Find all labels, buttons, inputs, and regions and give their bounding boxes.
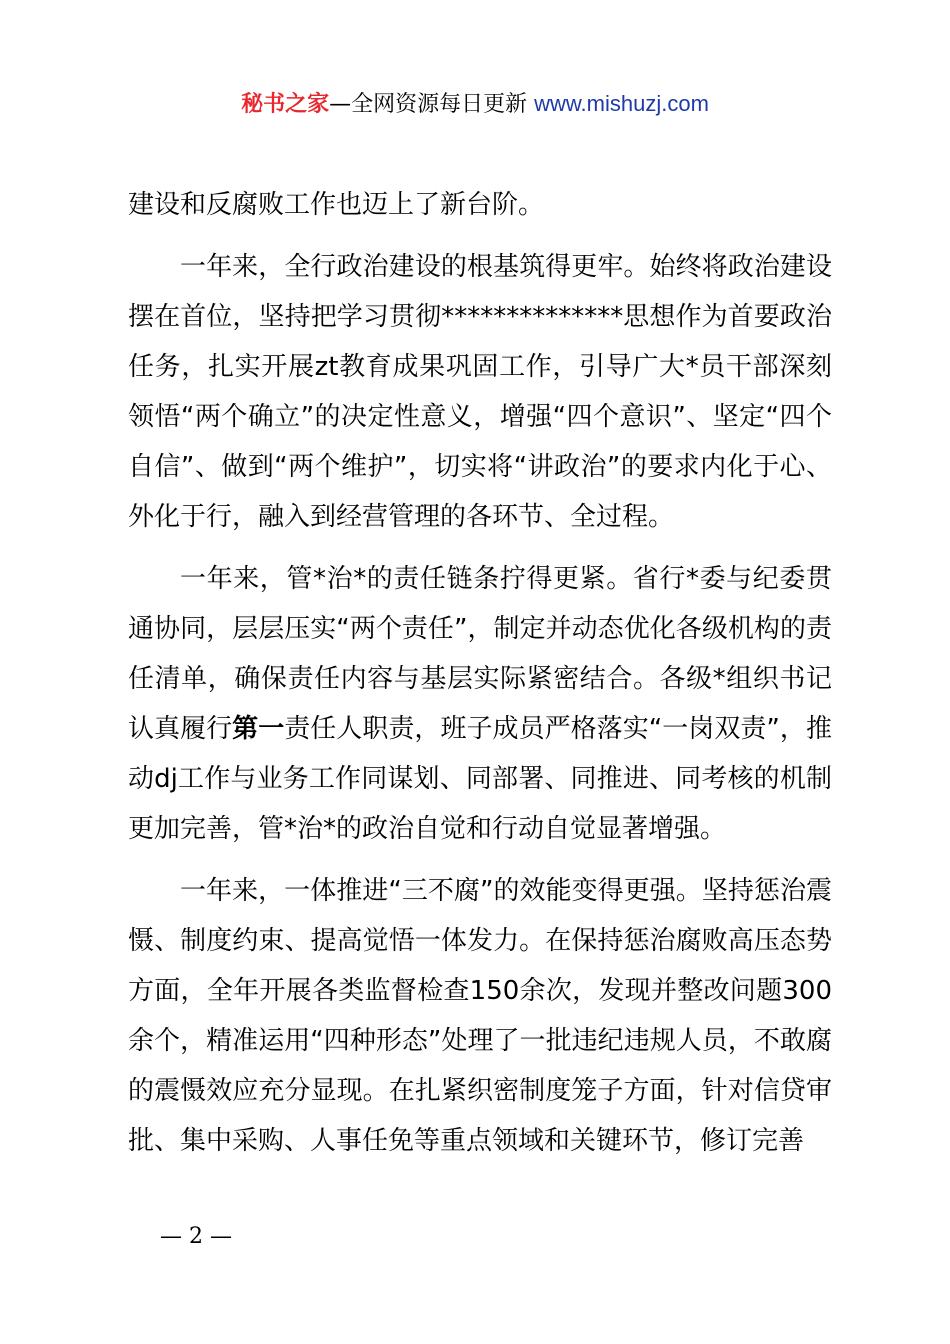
paragraph-continuation: 建设和反腐败工作也迈上了新台阶。 <box>128 190 545 220</box>
page-header <box>0 88 950 121</box>
document-body <box>128 180 832 1166</box>
header-tagline: —全网资源每日更新 <box>329 92 535 117</box>
paragraph-text-after: 责任人职责，班子成员严格落实“一岗双责”，推动dj工作与业务工作同谋划、同部署、同推进、同考核的机制更加完善，管*治*的政治自觉和行动自觉显著增强。 <box>128 714 832 844</box>
page-number: — 2 — <box>160 1224 232 1249</box>
paragraph-text-before: 一年来，管*治*的责任链条拧得更紧。省行*委与纪委贯通协同，层层压实“两个责任”，制定并动态优化各级机构的责任清单，确保责任内容与基层实际紧密结合。各级*组织书记认真履行 <box>128 564 832 744</box>
brand-name: 秘书之家 <box>241 92 330 117</box>
paragraph-responsibility-chain <box>128 554 832 854</box>
paragraph-three-no-corruption: 一年来，一体推进“三不腐”的效能变得更强。坚持惩治震慑、制度约束、提高觉悟一体发力。在保持惩治腐败高压态势方面，全年开展各类监督检查150余次，发现并整改问题300余个，精准运用“四种形态”处理了一批违纪违规人员，不敢腐的震慑效应充分显现。在扎紧织密制度笼子方面，针对信贷审批、集中采购、人事任免等重点领域和关键环节，修订完善 <box>128 876 832 1156</box>
paragraph-bold-text: 第一 <box>232 714 285 744</box>
paragraph-political-building: 一年来，全行政治建设的根基筑得更牢。始终将政治建设摆在首位，坚持把学习贯彻**************思想作为首要政治任务，扎实开展zt教育成果巩固工作，引导广大*员干部深刻领悟“两个确立”的决定性意义，增强“四个意识”、坚定“四个自信”、做到“两个维护”，切实将“讲政治”的要求内化于心、外化于行，融入到经营管理的各环节、全过程。 <box>128 252 832 532</box>
site-url-link[interactable]: www.mishuzj.com <box>534 91 709 116</box>
